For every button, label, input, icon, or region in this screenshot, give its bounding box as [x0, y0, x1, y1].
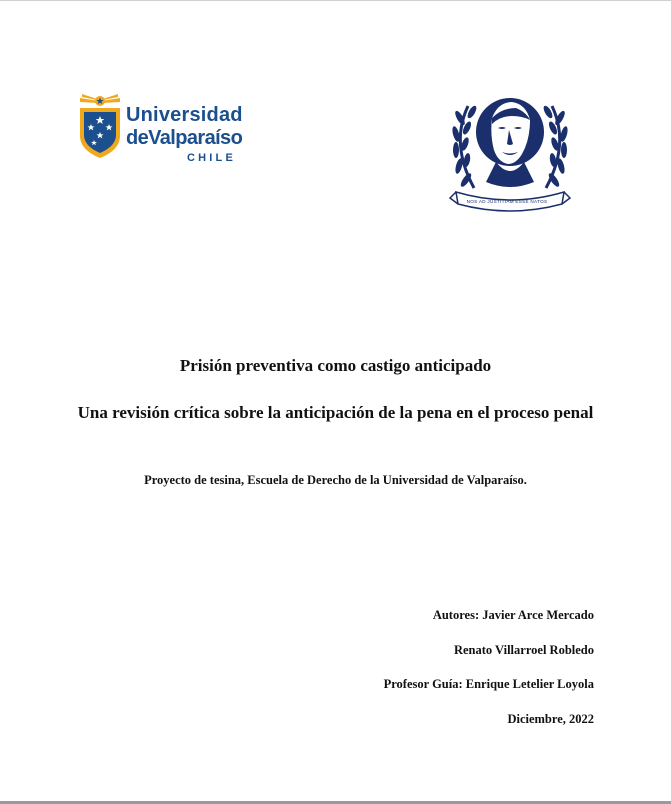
thesis-subtitle: Una revisión crítica sobre la anticipación de la pena en el proceso penal — [77, 403, 594, 422]
law-school-seal — [446, 84, 574, 216]
shield-icon — [78, 92, 122, 160]
logo-text-de-valparaiso: deValparaíso — [126, 127, 243, 149]
advisor-line: Profesor Guía: Enrique Letelier Loyola — [383, 677, 594, 691]
authors-line: Autores: Javier Arce Mercado — [432, 608, 594, 622]
project-description: Proyecto de tesina, Escuela de Derecho de la Universidad de Valparaíso. — [144, 473, 527, 487]
page-top-edge — [0, 0, 671, 1]
thesis-title: Prisión preventiva como castigo anticipado — [179, 356, 492, 375]
logo-text-chile: CHILE — [187, 152, 236, 164]
second-author: Renato Villarroel Robledo — [453, 643, 594, 657]
seal-emblem-icon — [446, 84, 574, 216]
universidad-de-valparaiso-logo — [78, 92, 243, 164]
logo-text-universidad: Universidad — [126, 104, 243, 126]
document-date: Diciembre, 2022 — [507, 712, 594, 726]
seal-motto: NOS AD JUSTITIAM ESSE NATOS — [466, 199, 548, 204]
